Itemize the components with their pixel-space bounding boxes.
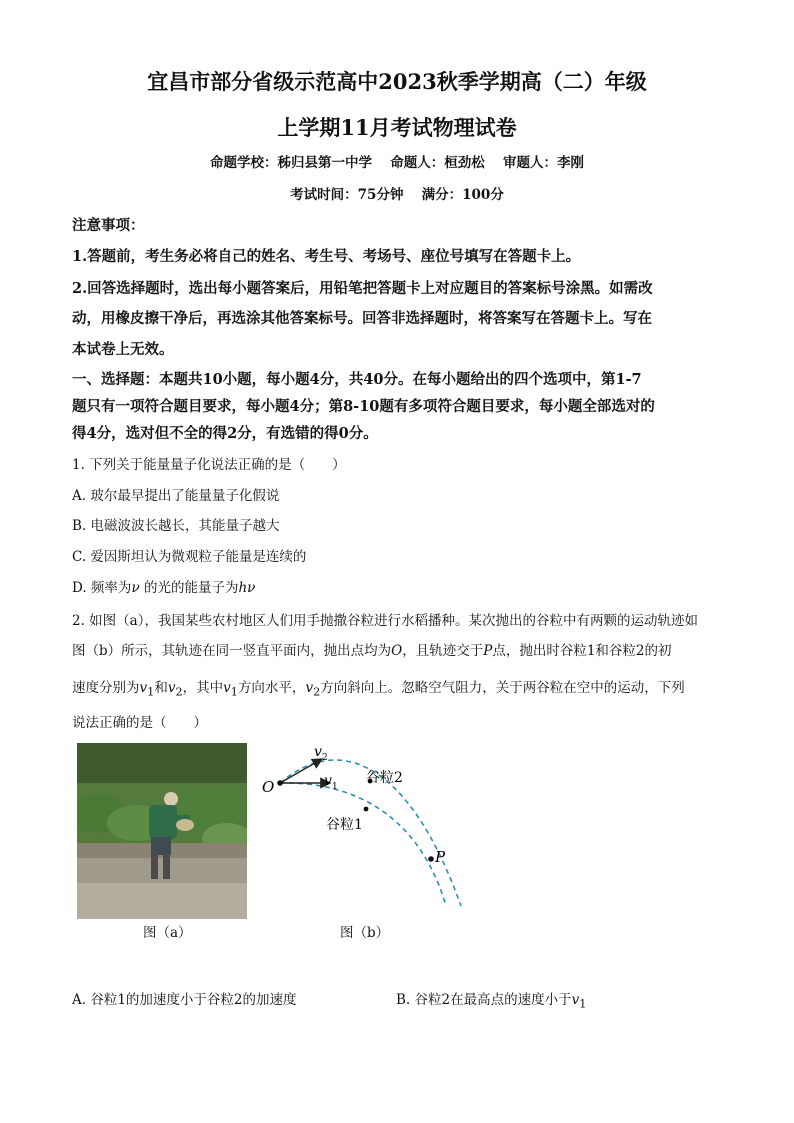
- q1-option-d-text1: D. 频率为: [72, 580, 132, 596]
- q2-line2-text1: 图（b）所示，其轨迹在同一竖直平面内，抛出点均为: [72, 643, 392, 659]
- label-v1-subscript: 1: [332, 782, 338, 792]
- subscript-1: 1: [147, 685, 155, 699]
- exam-title-line2: 上学期11月考试物理试卷: [277, 115, 517, 140]
- exam-authors: 命题学校：秭归县第一中学 命题人：桓劲松 审题人：李刚: [210, 155, 584, 171]
- q2-line3-text5: 方向斜向上。忽略空气阻力，关于两谷粒在空中的运动，下列: [320, 680, 685, 696]
- launch-point-o: [277, 780, 283, 786]
- q1-option-c: C. 爱因斯坦认为微观粒子能量是连续的: [72, 549, 307, 565]
- notes-item-2-line1: 2.回答选择题时，选出每小题答案后，用铅笔把答题卡上对应题目的答案标号涂黑。如需改: [72, 280, 653, 297]
- trajectory-diagram: [260, 738, 475, 913]
- q2-line3-text4: 方向水平，: [237, 680, 306, 696]
- symbol-v: v: [139, 680, 148, 696]
- symbol-v: v: [571, 992, 580, 1008]
- grain-1-dot: [364, 807, 369, 812]
- section1-line3: 得4分，选对但不全的得2分，有选错的得0分。: [72, 425, 378, 442]
- label-o: O: [262, 778, 275, 796]
- q1-option-d-text2: 的光的能量子为: [139, 580, 239, 596]
- q2-line2-text2: ，且轨迹交于: [402, 643, 484, 659]
- q2-option-a: A. 谷粒1的加速度小于谷粒2的加速度: [72, 992, 297, 1008]
- exam-title-line1: 宜昌市部分省级示范高中2023秋季学期高（二）年级: [147, 69, 647, 94]
- subscript-2: 2: [313, 685, 321, 699]
- q1-option-b: B. 电磁波波长越长，其能量子越大: [72, 518, 280, 534]
- q2-line2: [72, 639, 672, 659]
- section1-line2: 题只有一项符合题目要求，每小题4分；第8-10题有多项符合题目要求，每小题全部选对的: [72, 398, 655, 415]
- q2-line4: 说法正确的是（ ）: [72, 715, 207, 731]
- figure-b-caption: 图（b）: [340, 925, 390, 941]
- symbol-nu: ν: [131, 580, 140, 596]
- label-v1: v: [324, 773, 332, 789]
- subscript-1: 1: [579, 997, 587, 1011]
- label-grain-2: 谷粒2: [366, 770, 403, 786]
- symbol-p: P: [483, 643, 493, 659]
- q1-stem: 1. 下列关于能量量子化说法正确的是（ ）: [72, 457, 346, 473]
- subscript-1: 1: [230, 685, 238, 699]
- section1-line1: 一、选择题：本题共10小题，每小题4分，共40分。在每小题给出的四个选项中，第1-7: [72, 371, 642, 388]
- label-p: P: [435, 848, 446, 866]
- q2-line3: [72, 676, 685, 699]
- symbol-o: O: [391, 643, 403, 659]
- symbol-h-nu: hν: [238, 580, 256, 596]
- farmer-photo: [77, 743, 247, 919]
- symbol-v: v: [305, 680, 314, 696]
- q1-option-a: A. 玻尔最早提出了能量量子化假说: [72, 488, 280, 504]
- label-v2: v: [314, 744, 322, 760]
- notes-item-1: 1.答题前，考生务必将自己的姓名、考生号、考场号、座位号填写在答题卡上。: [72, 248, 581, 265]
- trajectory-grain-1: [280, 783, 446, 906]
- q2-line3-text1: 速度分别为: [72, 680, 140, 696]
- q2-option-b: [396, 988, 586, 1011]
- label-grain-1: 谷粒1: [326, 817, 363, 833]
- notes-item-2-line3: 本试卷上无效。: [72, 341, 174, 358]
- figure-a-caption: 图（a）: [143, 925, 192, 941]
- q2-line3-text3: ，其中: [182, 680, 224, 696]
- velocity-v2-arrow: [280, 759, 322, 783]
- symbol-v: v: [167, 680, 176, 696]
- notes-heading: 注意事项：: [72, 217, 145, 234]
- label-v2-subscript: 2: [322, 753, 328, 763]
- q2-line2-text3: 点，抛出时谷粒1和谷粒2的初: [492, 643, 672, 659]
- notes-item-2-line2: 动，用橡皮擦干净后，再选涂其他答案标号。回答非选择题时，将答案写在答题卡上。写在: [72, 310, 652, 327]
- q2-option-b-text: B. 谷粒2在最高点的速度小于: [396, 992, 572, 1008]
- symbol-v: v: [223, 680, 231, 696]
- q2-line1: 2. 如图（a），我国某些农村地区人们用手抛撒谷粒进行水稻播种。某次抛出的谷粒中有两颗的运动轨迹如: [72, 613, 698, 629]
- subscript-2: 2: [175, 685, 183, 699]
- exam-info: 考试时间：75分钟 满分：100分: [290, 187, 504, 203]
- q1-option-d: [72, 576, 255, 596]
- q2-line3-text2: 和: [154, 680, 168, 696]
- intersection-point-p: [428, 856, 434, 862]
